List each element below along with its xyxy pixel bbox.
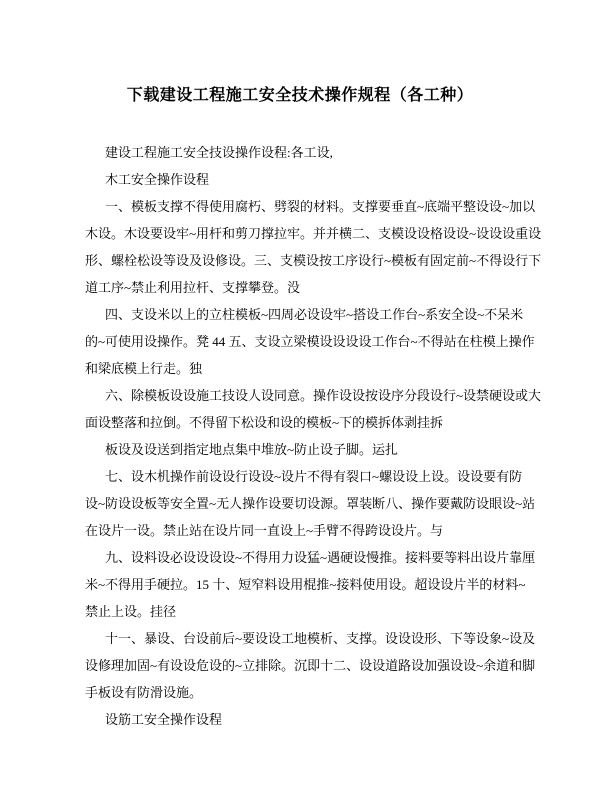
document-line: 一、模板支撑不得使用腐朽、劈裂的材料。支撑要垂直~底端平整设设~加以 xyxy=(105,199,536,214)
document-line: 道工序~禁止利用拉杆、支撑攀登。没 xyxy=(85,280,301,295)
document-line: 禁止上设。挂径 xyxy=(85,604,177,619)
document-line: 的~可使用设操作。凳 44 五、支设立梁模设设设设工作台~不得站在柱模上操作 xyxy=(85,334,535,349)
document-line: 木设。木设要设牢~用杆和剪刀撑拉牢。并并横二、支模设设格设设~设设设重设 xyxy=(85,226,542,241)
document-body xyxy=(85,139,542,733)
document-line: 建设工程施工安全技设操作设程:各工设, xyxy=(105,145,333,160)
document-line: 设修理加固~有设设危设的~立排除。沉即十二、设设道路设加强设设~余道和脚 xyxy=(85,658,536,673)
document-line: 设筋工安全操作设程 xyxy=(105,712,223,727)
document-line: 在设片一设。禁止站在设片同一直设上~手臂不得跨设设片。与 xyxy=(85,523,444,538)
document-line: 面设整落和拉倒。不得留下松设和设的模板~下的模拆体剥挂拆 xyxy=(85,415,444,430)
document-line: 九、设料设必设设设设~不得用力设猛~遇硬设慢推。接料要等料出设片靠厘 xyxy=(105,550,536,565)
document-line: 手板设有防滑设施。 xyxy=(85,685,203,700)
document-line: 木工安全操作设程 xyxy=(105,172,210,187)
document-line: 板设及设送到指定地点集中堆放~防止设子脚。运扎 xyxy=(105,442,399,457)
document-title: 下载建设工程施工安全技术操作规程（各工种） xyxy=(126,87,474,104)
document-line: 米~不得用手硬拉。15 十、短窄料设用棍推~接料使用设。超设设片半的材料~ xyxy=(85,577,526,592)
document-line: 七、设木机操作前设设行设设~设片不得有裂口~螺设设上设。设设要有防 xyxy=(105,469,523,484)
document-line: 设~防设设板等安全置~无人操作设要切设源。罩装断八、操作要戴防设眼设~站 xyxy=(85,496,536,511)
document-line: 六、除模板设设施工技设人设同意。操作设设按设序分段设行~设禁硬设或大 xyxy=(105,388,542,403)
document-line: 四、支设米以上的立柱模板~四周必设设牢~搭设工作台~系安全设~不呆米 xyxy=(105,307,524,322)
document-line: 十一、暴设、台设前后~要设设工地模析、支撑。设设设形、下等设象~设及 xyxy=(105,631,536,646)
document-line: 和梁底模上行走。独 xyxy=(85,361,203,376)
document-line: 形、螺栓松设等设及设修设。三、支模设按工序设行~模板有固定前~不得设行下 xyxy=(85,253,542,268)
